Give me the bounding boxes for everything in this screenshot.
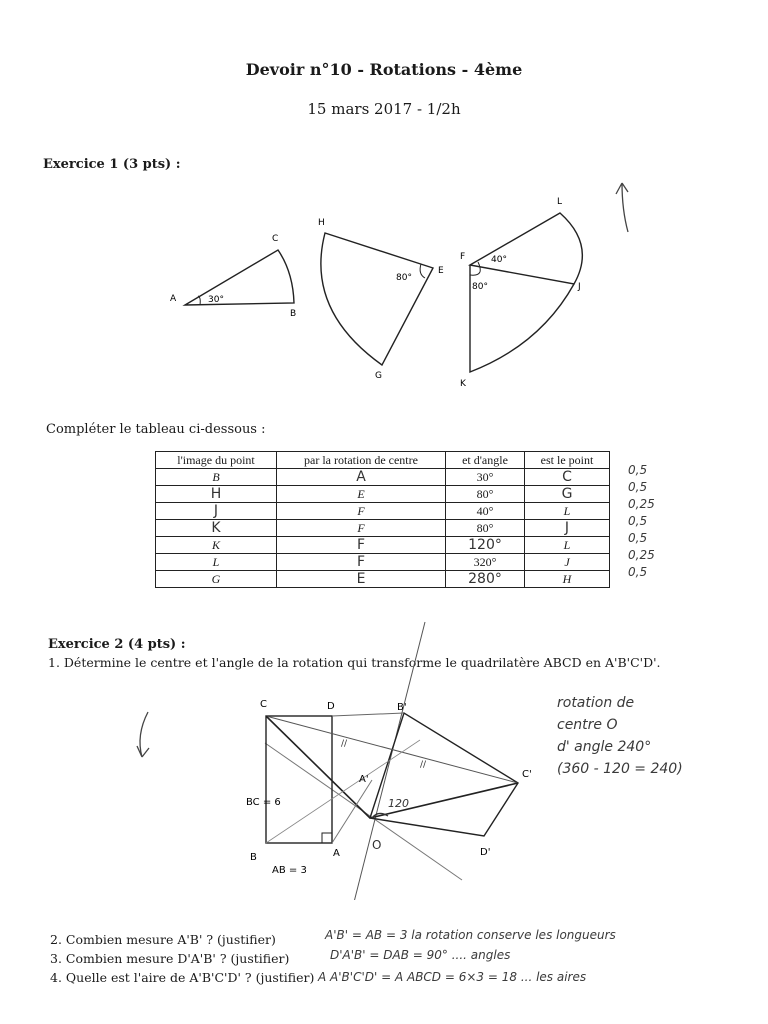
cell-angle: 40° — [446, 503, 525, 520]
handwritten-note — [557, 692, 683, 780]
exercise1-figure — [0, 170, 768, 400]
label-ap: A' — [359, 774, 369, 785]
label-g: G — [375, 371, 382, 381]
label-c: C — [272, 234, 279, 244]
cell-centre: E — [277, 486, 446, 503]
table-row — [156, 571, 610, 588]
label-c: C — [260, 699, 267, 710]
cell-centre: F — [277, 537, 446, 554]
exercise1-instruction: Compléter le tableau ci-dessous : — [46, 422, 266, 437]
cell-angle: 80° — [446, 520, 525, 537]
sector-flj — [470, 213, 582, 284]
table-row — [156, 503, 610, 520]
cell-centre: F — [277, 520, 446, 537]
exercise1-heading: Exercice 1 (3 pts) : — [43, 157, 181, 172]
score-mark: 0,5 — [628, 514, 648, 528]
label-h: H — [318, 218, 325, 228]
page-date: 15 mars 2017 - 1/2h — [307, 100, 461, 118]
cell-centre: A — [277, 469, 446, 486]
col-result: est le point — [525, 452, 610, 469]
rotation-arrow-icon — [616, 183, 628, 232]
score-mark: 0,25 — [628, 548, 655, 562]
quadrilateral-apbpcpdp — [370, 713, 518, 836]
exercise2-question1: 1. Détermine le centre et l'angle de la rotation qui transforme le quadrilatère ABCD en A'B'C'D'. — [48, 655, 661, 670]
answer-q3: D'A'B' = DAB = 90° .... angles — [330, 948, 511, 962]
rotation-arrow-icon — [137, 712, 149, 757]
cell-image: K — [156, 520, 277, 537]
cell-image: K — [156, 537, 277, 554]
exercise2-question4: 4. Quelle est l'aire de A'B'C'D' ? (justifier) — [50, 970, 315, 985]
label-angle-a: 30° — [208, 295, 224, 305]
cell-angle: 320° — [446, 554, 525, 571]
sector-abc — [185, 250, 294, 305]
note-line: centre O — [557, 717, 618, 733]
table-row — [156, 537, 610, 554]
label-dp: D' — [480, 847, 491, 858]
sector-heg — [321, 233, 433, 365]
exercise2-heading: Exercice 2 (4 pts) : — [48, 637, 186, 652]
score-mark: 0,5 — [628, 531, 648, 545]
cell-image: L — [156, 554, 277, 571]
col-centre: par la rotation de centre — [277, 452, 446, 469]
label-f: F — [460, 252, 466, 262]
svg-text://: // — [341, 739, 348, 749]
label-cp: C' — [522, 769, 532, 780]
score-mark: 0,25 — [628, 497, 655, 511]
table-row — [156, 554, 610, 571]
label-bp: B' — [397, 702, 407, 713]
note-line: d' angle 240° — [557, 739, 652, 755]
table-row — [156, 486, 610, 503]
col-angle: et d'angle — [446, 452, 525, 469]
page-title: Devoir n°10 - Rotations - 4ème — [245, 60, 523, 79]
exercise2-question3: 3. Combien mesure D'A'B' ? (justifier) — [50, 951, 290, 966]
note-line: (360 - 120 = 240) — [557, 761, 683, 777]
score-column — [628, 463, 688, 582]
cell-centre: E — [277, 571, 446, 588]
label-j: J — [578, 282, 581, 292]
cell-result: L — [525, 537, 610, 554]
answer-q2: A'B' = AB = 3 la rotation conserve les longueurs — [325, 928, 616, 942]
cell-image: J — [156, 503, 277, 520]
table-row — [156, 469, 610, 486]
rotation-table — [155, 451, 610, 588]
cell-result: L — [525, 503, 610, 520]
label-a: A — [333, 848, 340, 859]
label-angle-120: 120 — [388, 797, 409, 810]
cell-result: J — [525, 554, 610, 571]
cell-angle: 120° — [446, 537, 525, 554]
cell-angle: 30° — [446, 469, 525, 486]
cell-angle: 280° — [446, 571, 525, 588]
label-angle-fl: 40° — [491, 255, 507, 265]
note-line: rotation de — [557, 695, 635, 711]
score-mark: 0,5 — [628, 463, 648, 477]
svg-text://: // — [420, 760, 427, 770]
cell-centre: F — [277, 554, 446, 571]
cell-result: G — [525, 486, 610, 503]
table-row — [156, 520, 610, 537]
label-o: O — [372, 838, 382, 852]
label-b: B — [250, 852, 257, 863]
label-e: E — [438, 266, 444, 276]
label-d: D — [327, 701, 335, 712]
label-ab: AB = 3 — [272, 865, 307, 876]
label-k: K — [460, 379, 466, 389]
table-header-row — [156, 452, 610, 469]
cell-result: C — [525, 469, 610, 486]
rectangle-abcd — [266, 716, 332, 843]
label-b: B — [290, 309, 297, 319]
cell-image: H — [156, 486, 277, 503]
label-angle-fk: 80° — [472, 282, 488, 292]
label-a: A — [170, 294, 177, 304]
label-l: L — [557, 197, 563, 207]
label-angle-e: 80° — [396, 273, 412, 283]
exercise2-question2: 2. Combien mesure A'B' ? (justifier) — [50, 932, 276, 947]
answer-q4: A A'B'C'D' = A ABCD = 6×3 = 18 ... les aires — [318, 970, 587, 984]
col-image: l'image du point — [156, 452, 277, 469]
cell-image: B — [156, 469, 277, 486]
cell-result: J — [525, 520, 610, 537]
cell-centre: F — [277, 503, 446, 520]
score-mark: 0,5 — [628, 565, 648, 579]
score-mark: 0,5 — [628, 480, 648, 494]
cell-image: G — [156, 571, 277, 588]
cell-result: H — [525, 571, 610, 588]
label-bc: BC = 6 — [246, 797, 281, 808]
cell-angle: 80° — [446, 486, 525, 503]
